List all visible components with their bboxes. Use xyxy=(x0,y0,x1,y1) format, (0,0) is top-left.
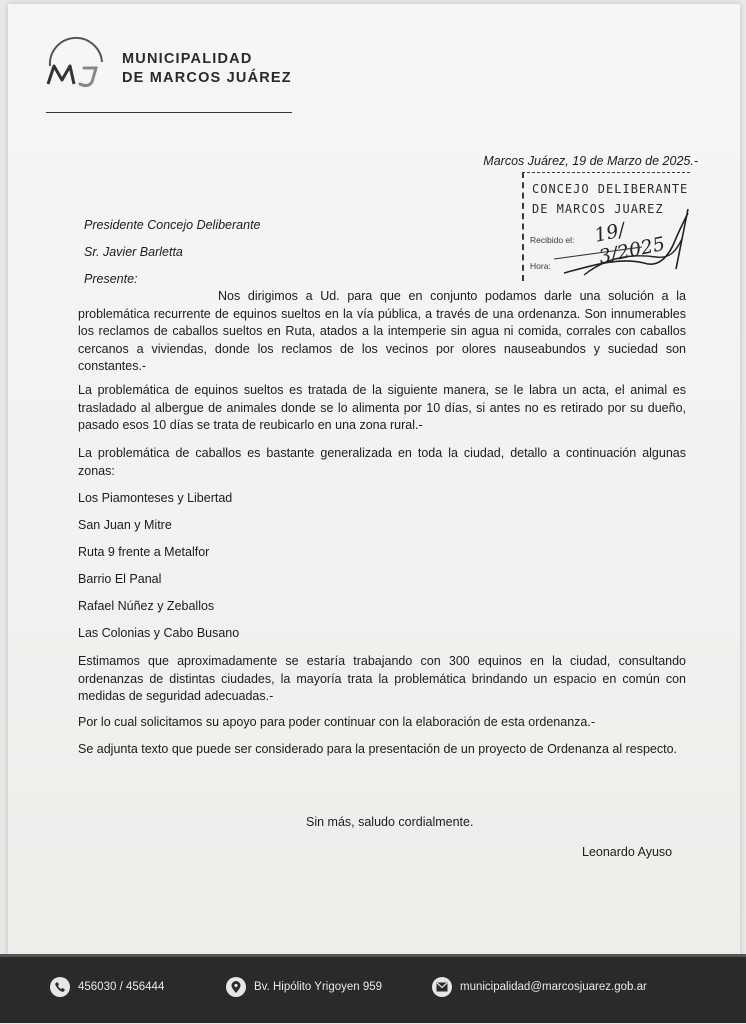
zone-item: Ruta 9 frente a Metalfor xyxy=(78,545,210,559)
stamp-line1: CONCEJO DELIBERANTE xyxy=(532,182,689,196)
organization-name xyxy=(122,50,292,88)
phone-icon xyxy=(50,977,70,997)
zone-item: Rafael Núñez y Zeballos xyxy=(78,599,215,613)
date-line: Marcos Juárez, 19 de Marzo de 2025.- xyxy=(483,154,698,168)
org-line1: MUNICIPALIDAD xyxy=(122,51,253,67)
footer-email xyxy=(432,977,647,997)
recipient-line2: Sr. Javier Barletta xyxy=(84,245,183,259)
paragraph-5: Por lo cual solicitamos su apoyo para poder continuar con la elaboración de esta ordenanza.- xyxy=(78,715,595,729)
recipient-block xyxy=(84,212,261,293)
paragraph-4: Estimamos que aproximadamente se estaría trabajando con 300 equinos en la ciudad, consultando ordenanzas de distintas ciudades, la mayoría trata la problemática brindando un espacio en común con medidas de seguridad adecuadas.- xyxy=(78,654,686,703)
recipient-line3: Presente: xyxy=(84,272,138,286)
zone-item: Las Colonias y Cabo Busano xyxy=(78,626,240,640)
closing-line: Sin más, saludo cordialmente. xyxy=(306,815,474,829)
footer-bar xyxy=(0,954,746,1023)
zone-item: San Juan y Mitre xyxy=(78,518,172,532)
paragraph-6: Se adjunta texto que puede ser considerado para la presentación de un proyecto de Ordenanza al respecto. xyxy=(78,742,678,756)
email-icon xyxy=(432,977,452,997)
header-divider xyxy=(46,112,292,113)
footer-phone-text: 456030 / 456444 xyxy=(78,981,165,993)
zone-item: Los Piamonteses y Libertad xyxy=(78,491,233,505)
footer-phone xyxy=(50,977,164,997)
letter-sheet xyxy=(8,4,740,1018)
zone-item: Barrio El Panal xyxy=(78,572,162,586)
paragraph-3: La problemática de caballos es bastante generalizada en toda la ciudad, detallo a continuación algunas zonas: xyxy=(78,446,686,478)
org-line2: DE MARCOS JUÁREZ xyxy=(122,70,292,86)
location-pin-icon xyxy=(226,977,246,997)
recipient-line1: Presidente Concejo Deliberante xyxy=(84,218,261,232)
stamp-received-label: Recibido el: xyxy=(530,235,575,245)
footer-address-text: Bv. Hipólito Yrigoyen 959 xyxy=(254,981,383,993)
received-stamp xyxy=(522,172,690,281)
signature-name: Leonardo Ayuso xyxy=(582,845,673,859)
stamp-received-date: 19/ 3/2025 xyxy=(592,218,667,269)
paragraph-1: Nos dirigimos a Ud. para que en conjunto podamos darle una solución a la problemática recurrente de equinos sueltos en la vía pública, a través de una ordenanza. Son innumerables los reclamos de caballos sueltos en Ruta, atados a la intemperie sin agua ni comida, corrales con caballos cercanos a viviendas, donde los reclamos de los vecinos por olores nauseabundos y suciedad son constantes.- xyxy=(78,289,686,373)
footer-email-text: municipalidad@marcosjuarez.gob.ar xyxy=(460,981,647,993)
handwritten-signature-icon xyxy=(524,173,690,281)
stamp-line2: DE MARCOS JUAREZ xyxy=(532,202,664,216)
footer-address xyxy=(226,977,382,997)
municipal-logo-icon xyxy=(40,32,112,92)
paragraph-2: La problemática de equinos sueltos es tratada de la siguiente manera, se le labra un acta, el animal es trasladado al albergue de animales donde se lo alimenta por 10 días, si antes no es retirado por su dueño, pasado esos 10 días se trata de reubicarlo en una zona rural.- xyxy=(78,383,686,432)
stamp-hour-label: Hora: xyxy=(530,261,551,271)
